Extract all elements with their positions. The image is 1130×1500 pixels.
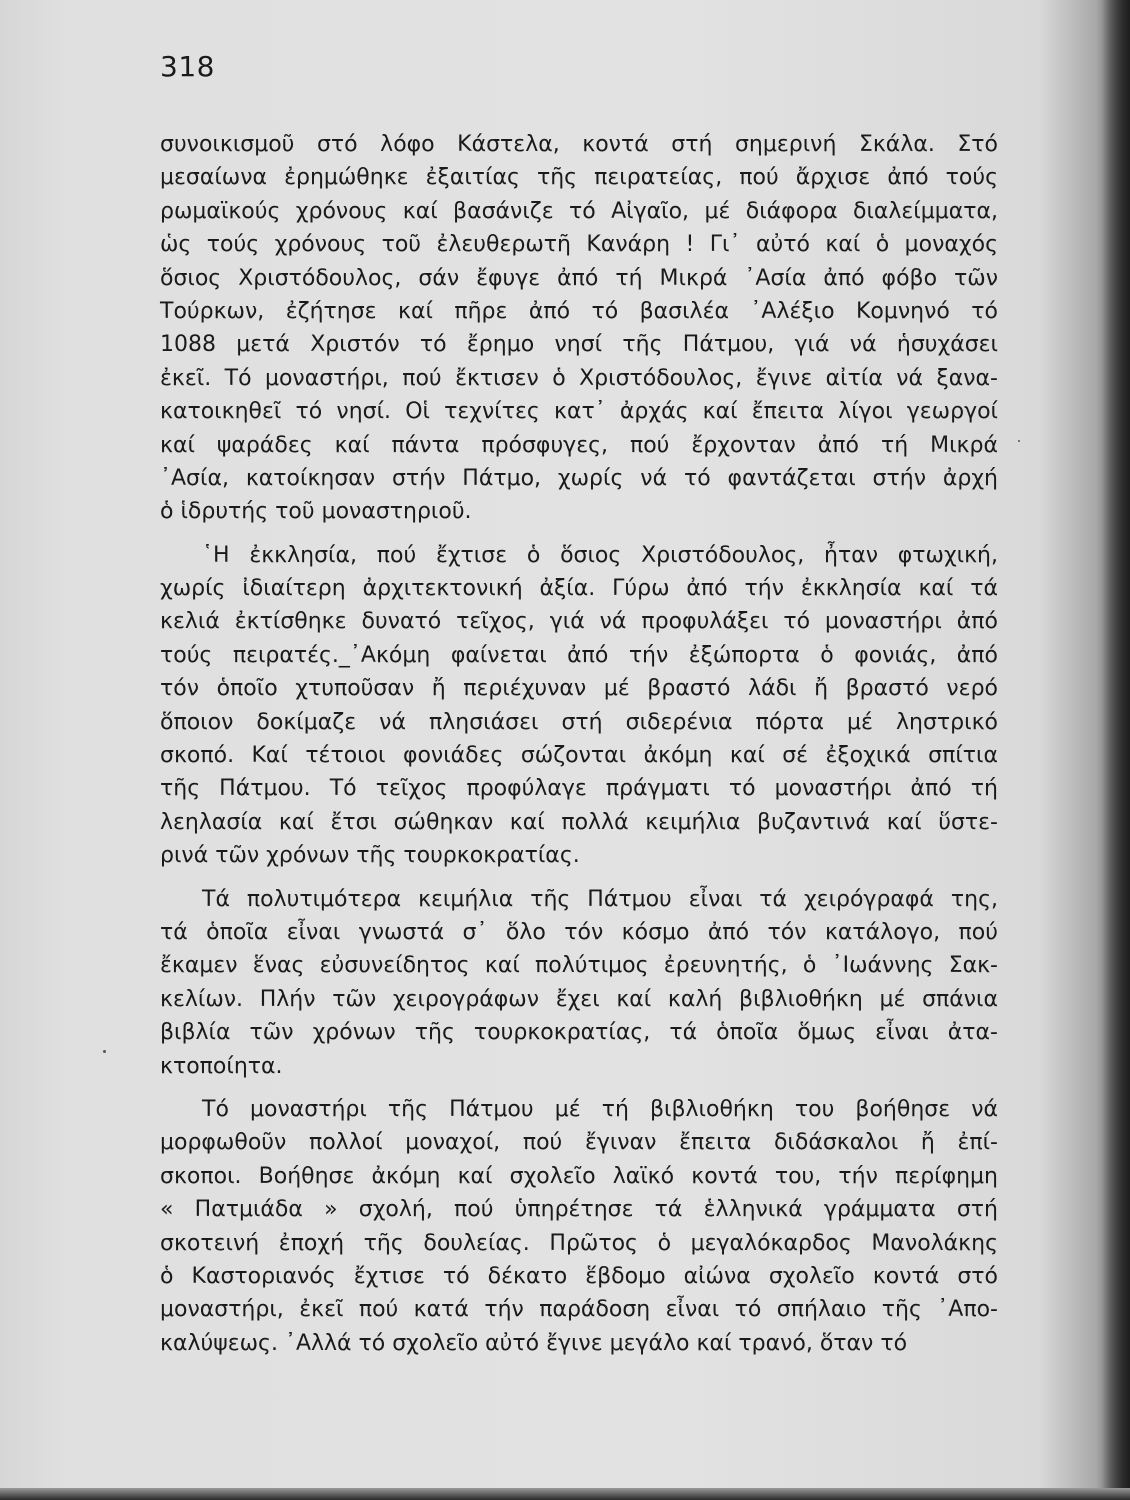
text-line: μεσαίωνα ἐρημώθηκε ἐξαιτίας τῆς πειρατείας, πού ἄρχισε ἀπό τούς <box>160 165 998 191</box>
text-line: ρινά τῶν χρόνων τῆς τουρκοκρατίας. <box>160 843 580 869</box>
text-line: ἔκαμεν ἕνας εὐσυνείδητος καί πολύτιμος ἐρευνητής, ὁ ᾿Ιωάννης Σακ- <box>160 953 998 979</box>
text-line: « Πατμιάδα » σχολή, πού ὑπηρέτησε τά ἑλληνικά γράμματα στή <box>160 1197 998 1223</box>
text-line: ὁ Καστοριανός ἔχτισε τό δέκατο ἕβδομο αἰώνα σχολεῖο κοντά στό <box>160 1263 998 1289</box>
text-line: ὅσιος Χριστόδουλος, σάν ἔφυγε ἀπό τή Μικρά ᾿Ασία ἀπό φόβο τῶν <box>160 265 998 291</box>
text-line: σκοπό. Καί τέτοιοι φονιάδες σώζονται ἀκόμη καί σέ ἐξοχικά σπίτια <box>160 743 998 769</box>
text-line: βιβλία τῶν χρόνων τῆς τουρκοκρατίας, τά ὁποῖα ὅμως εἶναι ἀτα- <box>160 1020 998 1046</box>
text-line: ὁ ἱδρυτής τοῦ μοναστηριοῦ. <box>160 499 472 525</box>
text-line: Τό μοναστήρι τῆς Πάτμου μέ τή βιβλιοθήκη του βοήθησε νά <box>202 1096 998 1122</box>
text-line: κελίων. Πλήν τῶν χειρογράφων ἔχει καί καλή βιβλιοθήκη μέ σπάνια <box>160 986 998 1012</box>
paragraph-gap <box>160 1083 998 1093</box>
text-line: κατοικηθεῖ τό νησί. Οἱ τεχνίτες κατ᾿ ἀρχάς καί ἔπειτα λίγοι γεωργοί <box>160 399 998 425</box>
text-line: Τούρκων, ἐζήτησε καί πῆρε ἀπό τό βασιλέα ᾿Αλέξιο Κομνηνό τό <box>160 298 998 324</box>
text-line: ᾿Ασία, κατοίκησαν στήν Πάτμο, χωρίς νά τό φαντάζεται στήν ἀρχή <box>160 465 998 491</box>
body-text <box>160 128 998 1360</box>
text-line: 1088 μετά Χριστόν τό ἔρημο νησί τῆς Πάτμου, γιά νά ἡσυχάσει <box>160 332 998 358</box>
text-line: ῾Η ἐκκλησία, πού ἔχτισε ὁ ὅσιος Χριστόδουλος, ἦταν φτωχική, <box>202 542 998 568</box>
text-line: μορφωθοῦν πολλοί μοναχοί, πού ἔγιναν ἔπειτα διδάσκαλοι ἤ ἐπί- <box>160 1130 998 1156</box>
text-line: σκοτεινή ἐποχή τῆς δουλείας. Πρῶτος ὁ μεγαλόκαρδος Μανολάκης <box>160 1230 998 1256</box>
text-line: τά ὁποῖα εἶναι γνωστά σ᾿ ὅλο τόν κόσμο ἀπό τόν κατάλογο, πού <box>160 919 998 945</box>
text-line: ὡς τούς χρόνους τοῦ ἐλευθερωτῆ Κανάρη ! Γι᾿ αὐτό καί ὁ μοναχός <box>160 232 998 258</box>
paragraph-gap <box>160 873 998 883</box>
scan-speck <box>1018 440 1020 442</box>
text-line: τούς πειρατές._᾿Ακόμη φαίνεται ἀπό τήν ἐξώπορτα ὁ φονιάς, ἀπό <box>160 642 998 668</box>
paragraph-gap <box>160 529 998 539</box>
text-line: ἐκεῖ. Τό μοναστήρι, πού ἔκτισεν ὁ Χριστόδουλος, ἔγινε αἰτία νά ξανα- <box>160 365 998 391</box>
text-line: ὅποιον δοκίμαζε νά πλησιάσει στή σιδερένια πόρτα μέ ληστρικό <box>160 709 998 735</box>
text-line: λεηλασία καί ἔτσι σώθηκαν καί πολλά κειμήλια βυζαντινά καί ὕστε- <box>160 809 998 835</box>
text-line: χωρίς ἰδιαίτερη ἀρχιτεκτονική ἀξία. Γύρω ἀπό τήν ἐκκλησία καί τά <box>160 576 998 602</box>
text-line: Τά πολυτιμότερα κειμήλια τῆς Πάτμου εἶναι τά χειρόγραφά της, <box>202 886 998 912</box>
binding-shadow <box>1102 0 1130 1500</box>
text-line: συνοικισμοῦ στό λόφο Κάστελα, κοντά στή σημερινή Σκάλα. Στό <box>160 132 998 157</box>
scan-edge <box>0 1488 1130 1500</box>
text-line: τόν ὁποῖο χτυποῦσαν ἤ περιέχυναν μέ βραστό λάδι ἤ βραστό νερό <box>160 676 998 702</box>
text-line: κελιά ἐκτίσθηκε δυνατό τεῖχος, γιά νά προφυλάξει τό μοναστήρι ἀπό <box>160 609 998 635</box>
page-number: 318 <box>160 50 215 83</box>
text-line: τῆς Πάτμου. Τό τεῖχος προφύλαγε πράγματι τό μοναστήρι ἀπό τή <box>160 776 998 802</box>
text-line: καί ψαράδες καί πάντα πρόσφυγες, πού ἔρχονταν ἀπό τή Μικρά <box>160 432 998 458</box>
text-line: κτοποίητα. <box>160 1053 283 1079</box>
text-line: σκοποι. Βοήθησε ἀκόμη καί σχολεῖο λαϊκό κοντά του, τήν περίφημη <box>160 1163 998 1189</box>
text-line: ρωμαϊκούς χρόνους καί βασάνιζε τό Αἰγαῖο, μέ διάφορα διαλείμματα, <box>160 198 998 224</box>
text-line: καλύψεως. ᾿Αλλά τό σχολεῖο αὐτό ἔγινε μεγάλο καί τρανό, ὅταν τό <box>160 1330 908 1356</box>
text-line: μοναστήρι, ἐκεῖ πού κατά τήν παράδοση εἶναι τό σπήλαιο τῆς ᾿Απο- <box>160 1297 998 1323</box>
scan-speck <box>103 1050 106 1053</box>
